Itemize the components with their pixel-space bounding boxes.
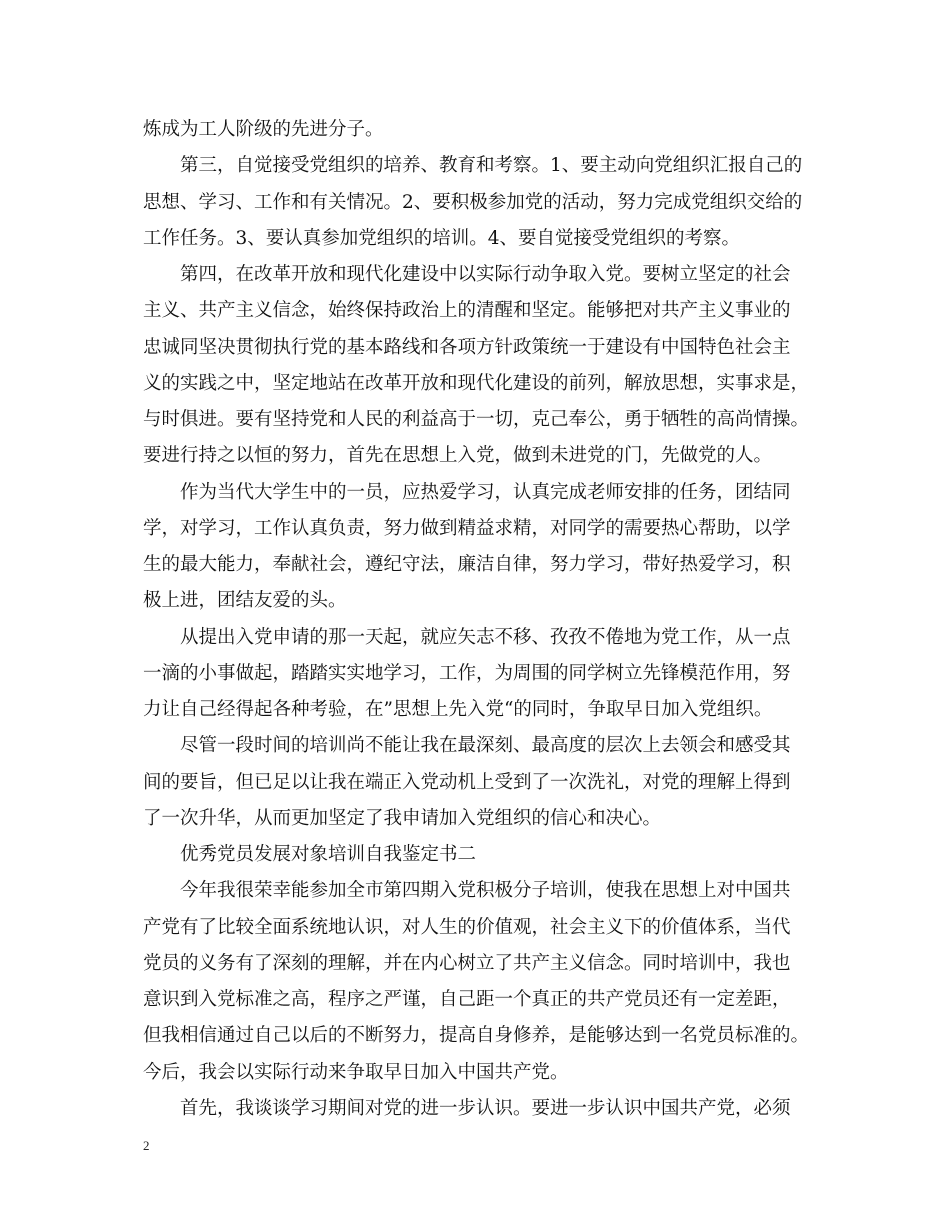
text-line: 思想、学习、工作和有关情况。2、要积极参加党的活动，努力完成党组织交给的 <box>143 191 803 213</box>
document-body <box>143 112 823 1127</box>
text-line: 从提出入党申请的那一天起，就应矢志不移、孜孜不倦地为党工作，从一点 <box>180 626 791 648</box>
text-line: 第四，在改革开放和现代化建设中以实际行动争取入党。要树立坚定的社会 <box>180 264 791 285</box>
text-line: 作为当代大学生中的一员，应热爱学习，认真完成老师安排的任务，团结同 <box>180 481 791 503</box>
text-line: 义的实践之中，坚定地站在改革开放和现代化建设的前列，解放思想，实事求是， <box>143 372 810 394</box>
text-line: 产党有了比较全面系统地认识，对人生的价值观，社会主义下的价值体系，当代 <box>143 916 791 938</box>
text-line: 要进行持之以恒的努力，首先在思想上入党，做到未进党的门，先做党的人。 <box>143 445 773 467</box>
text-line: 一滴的小事做起，踏踏实实地学习，工作，为周围的同学树立先锋模范作用，努 <box>143 662 791 684</box>
text-line: 第三，自觉接受党组织的培养、教育和考察。1、要主动向党组织汇报自己的 <box>180 155 803 177</box>
text-line: 与时俱进。要有坚持党和人民的利益高于一切，克己奉公，勇于牺牲的高尚情操。 <box>143 409 810 430</box>
text-line: 今后，我会以实际行动来争取早日加入中国共产党。 <box>143 1061 569 1083</box>
text-line: 工作任务。3、要认真参加党组织的培训。4、要自觉接受党组织的考察。 <box>143 227 741 249</box>
text-line: 学，对学习，工作认真负责，努力做到精益求精，对同学的需要热心帮助，以学 <box>143 517 791 539</box>
text-line: 优秀党员发展对象培训自我鉴定书二 <box>180 844 477 865</box>
text-line: 极上进，团结友爱的头。 <box>143 590 347 612</box>
text-line: 间的要旨，但已足以让我在端正入党动机上受到了一次洗礼，对党的理解上得到 <box>143 771 791 793</box>
text-line: 主义、共产主义信念，始终保持政治上的清醒和坚定。能够把对共产主义事业的 <box>143 300 791 322</box>
text-line: 尽管一段时间的培训尚不能让我在最深刻、最高度的层次上去领会和感受其 <box>180 735 791 757</box>
text-line: 生的最大能力，奉献社会，遵纪守法，廉洁自律，努力学习，带好热爱学习，积 <box>143 554 791 575</box>
text-line: 力让自己经得起各种考验，在”思想上先入党“的同时，争取早日加入党组织。 <box>143 699 773 720</box>
page-number: 2 <box>143 1138 150 1153</box>
text-line: 首先，我谈谈学习期间对党的进一步认识。要进一步认识中国共产党，必须 <box>180 1097 791 1119</box>
text-line: 忠诚同坚决贯彻执行党的基本路线和各项方针政策统一于建设有中国特色社会主 <box>143 336 791 358</box>
text-line: 今年我很荣幸能参加全市第四期入党积极分子培训，使我在思想上对中国共 <box>180 880 791 902</box>
text-line: 但我相信通过自己以后的不断努力，提高自身修养，是能够达到一名党员标准的。 <box>143 1025 810 1047</box>
text-line: 了一次升华，从而更加坚定了我申请加入党组织的信心和决心。 <box>143 807 662 829</box>
text-line: 党员的义务有了深刻的理解，并在内心树立了共产主义信念。同时培训中，我也 <box>143 952 791 974</box>
text-line: 意识到入党标准之高，程序之严谨，自己距一个真正的共产党员还有一定差距， <box>143 989 791 1010</box>
text-line: 炼成为工人阶级的先进分子。 <box>143 119 384 140</box>
